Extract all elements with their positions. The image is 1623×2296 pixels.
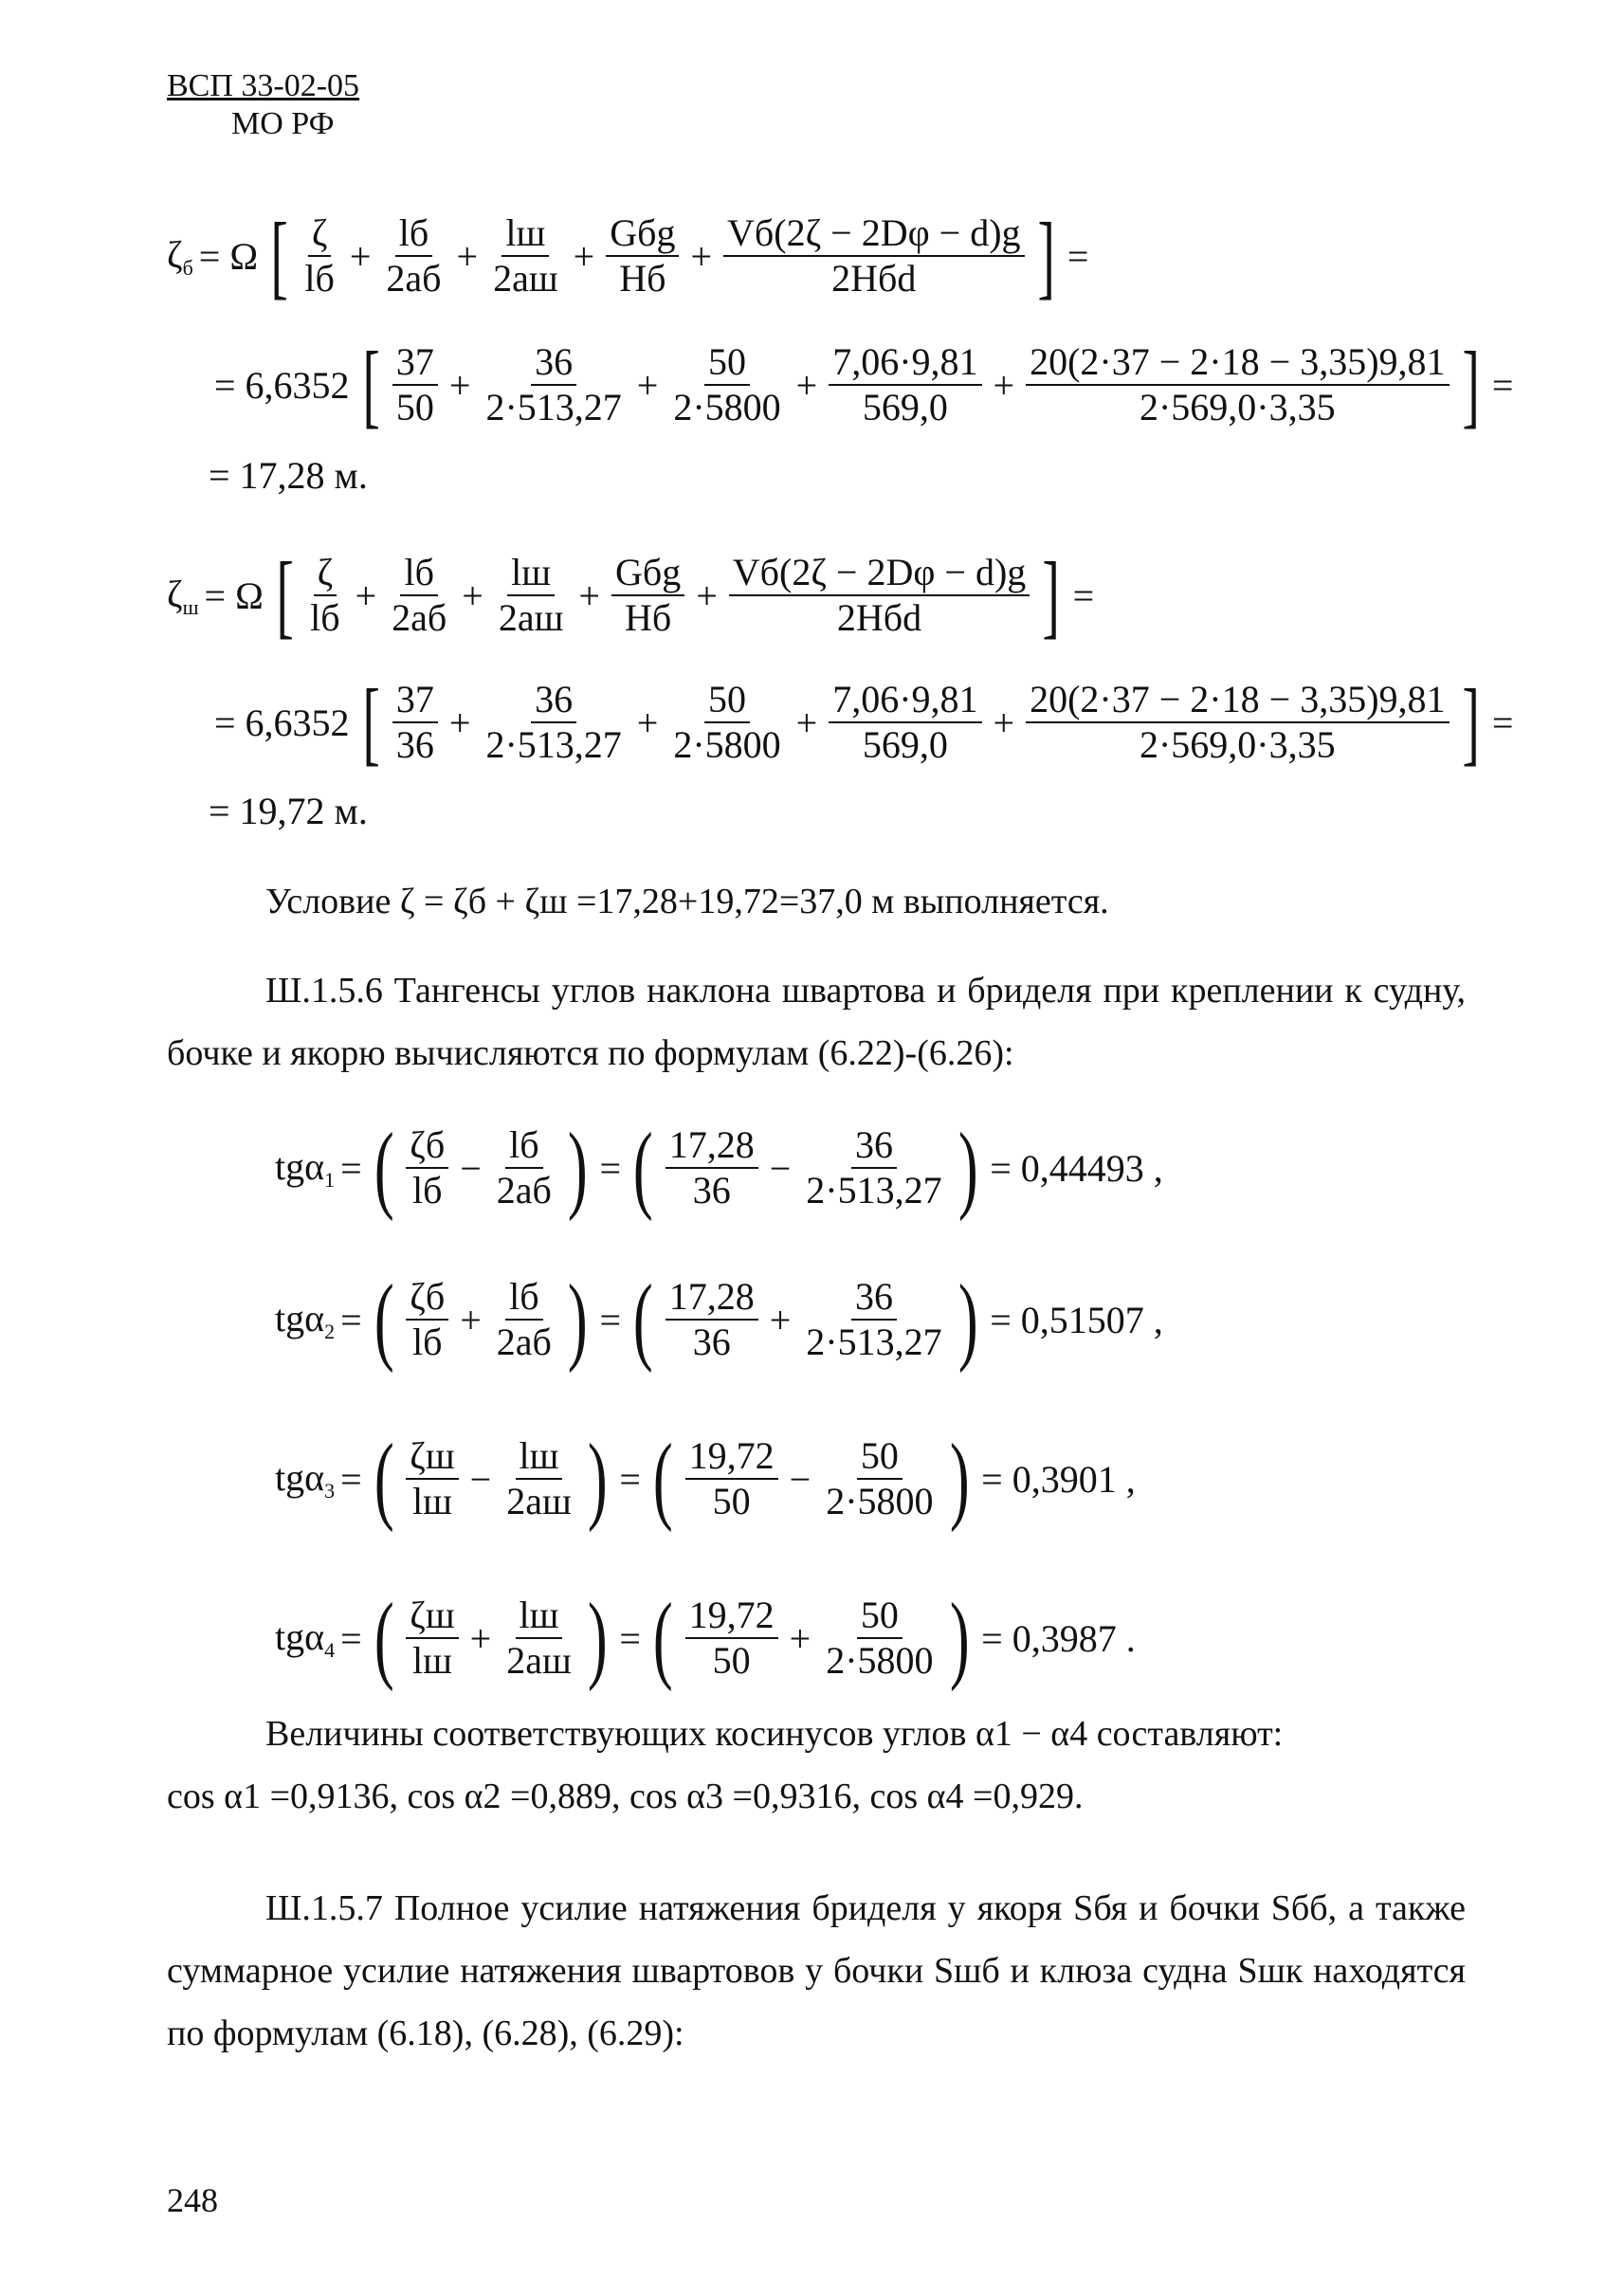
cosines-intro: Величины соответствующих косинусов углов α1 − α4 составляют: (265, 1714, 1284, 1754)
paren-right: ) (567, 1265, 588, 1374)
fraction: $\frac{lб}{2aб}$ (392, 551, 447, 639)
fraction: $\frac{37}{50}$ (392, 340, 438, 429)
bracket-left: [ (276, 542, 294, 647)
fraction: $\frac{lб}{2aб}$ (386, 211, 442, 300)
paren-right: ) (587, 1424, 608, 1533)
fraction: $\frac{50}{2\cdot 5800}$ (673, 340, 781, 428)
fraction: $\frac{36}{2\cdot 513,27}$ (485, 340, 622, 428)
bracket-right: ] (1462, 332, 1480, 437)
organization-label: МО РФ (231, 106, 335, 141)
zeta-b-formula: $\zeta_б$ = Ω [ $\frac{\zeta}{lб}$ + $\frac{lб}{2aб}$ + $\frac{lш}{2aш}$ + $\frac{\text{Gбg}}{Hб}$ + $\frac{Vб(2\zeta - 2D\varphi - d)g}{\text{2Hбd}}$ ] = (167, 203, 1089, 308)
fraction: $\frac{lш}{2aш}$ (506, 1434, 572, 1522)
fraction: $\frac{7,06\cdot 9,81}{569,0}$ (829, 678, 981, 767)
fraction: $\frac{\zeta}{lб}$ (310, 551, 340, 639)
tangent-lhs: tgα$_4$ (275, 1614, 336, 1662)
paren-right: ) (567, 1113, 588, 1222)
paren-left: ( (633, 1113, 653, 1222)
zeta-b-coef: = Ω (198, 234, 259, 278)
fraction: $\frac{19,72}{50}$ (685, 1594, 778, 1683)
page-number: 248 (167, 2181, 218, 2219)
fraction: $\frac{50}{2\cdot 5800}$ (673, 678, 781, 766)
zeta-sh-formula: $\zeta_ш$ = Ω [ $\frac{\zeta}{lб}$ + $\frac{lб}{2aб}$ + $\frac{lш}{2aш}$ + $\frac{\text{Gбg}}{Hб}$ + $\frac{Vб(2\zeta - 2D\varphi - d)g}{\text{2Hбd}}$ ] = (167, 542, 1095, 647)
paren-right: ) (957, 1265, 978, 1374)
document-code: ВСП 33-02-05 (167, 68, 360, 103)
bracket-left: [ (270, 203, 288, 308)
tangent-result: = 0,44493 , (990, 1146, 1163, 1190)
tangent-row: tgα$_3$ = ( $\frac{\zeta ш}{lш}$ − $\frac{lш}{2aш}$ ) = ( $\frac{19,72}{50}$ − $\frac{50}{2\cdot 5800}$ ) = 0,3901 , (275, 1424, 1136, 1533)
tangent-result: = 0,3987 . (981, 1616, 1136, 1660)
paren-left: ( (374, 1583, 394, 1692)
fraction: $\frac{20(2\cdot 37 - 2\cdot 18 - 3,35)9,81}{2\cdot 569,0\cdot 3,35}$ (1026, 678, 1449, 767)
fraction: $\frac{36}{2\cdot 513,27}$ (485, 678, 622, 766)
fraction: $\frac{lш}{2aш}$ (506, 1594, 572, 1682)
fraction: $\frac{\zeta ш}{lш}$ (406, 1594, 458, 1683)
fraction: $\frac{lб}{2aб}$ (496, 1123, 552, 1212)
fraction: $\frac{19,72}{50}$ (685, 1434, 778, 1523)
paren-right: ) (587, 1583, 608, 1692)
zeta-b-numeric: = 6,6352 [ $\frac{37}{50}$ + $\frac{36}{2\cdot 513,27}$ + $\frac{50}{2\cdot 5800}$ + $\frac{7,06\cdot 9,81}{569,0}$ + $\frac{20(2\cdot 37 - 2\cdot 18 - 3,35)9,81}{2\cdot 569,0\cdot 3,35}$ ] = (214, 332, 1514, 437)
zeta-b-result: = 17,28 м. (209, 454, 368, 497)
tangent-row: tgα$_2$ = ( $\frac{\zeta б}{lб}$ + $\frac{lб}{2aб}$ ) = ( $\frac{17,28}{36}$ + $\frac{36}{2\cdot 513,27}$ ) = 0,51507 , (275, 1265, 1163, 1374)
fraction: $\frac{7,06\cdot 9,81}{569,0}$ (829, 340, 981, 429)
fraction: $\frac{50}{2\cdot 5800}$ (826, 1434, 934, 1522)
bracket-left: [ (362, 669, 380, 774)
paren-right: ) (949, 1424, 970, 1533)
zeta-b-lhs: $\zeta_б$ (167, 232, 193, 280)
zeta-sh-numeric: = 6,6352 [ $\frac{37}{36}$ + $\frac{36}{2\cdot 513,27}$ + $\frac{50}{2\cdot 5800}$ + $\frac{7,06\cdot 9,81}{569,0}$ + $\frac{20(2\cdot 37 - 2\cdot 18 - 3,35)9,81}{2\cdot 569,0\cdot 3,35}$ ] = (214, 669, 1514, 774)
paren-left: ( (652, 1424, 673, 1533)
tangent-lhs: tgα$_1$ (275, 1144, 336, 1192)
tangent-result: = 0,3901 , (981, 1457, 1136, 1501)
bracket-right: ] (1462, 669, 1480, 774)
tangent-lhs: tgα$_2$ (275, 1296, 336, 1343)
fraction: $\frac{\zeta}{lб}$ (304, 211, 335, 300)
fraction: $\frac{\zeta б}{lб}$ (406, 1275, 448, 1364)
fraction: $\frac{17,28}{36}$ (666, 1275, 758, 1364)
paren-left: ( (633, 1265, 653, 1374)
tangent-row: tgα$_1$ = ( $\frac{\zeta б}{lб}$ − $\frac{lб}{2aб}$ ) = ( $\frac{17,28}{36}$ − $\frac{36}{2\cdot 513,27}$ ) = 0,44493 , (275, 1113, 1163, 1222)
condition-text: Условие ζ = ζб + ζш =17,28+19,72=37,0 м выполняется. (265, 882, 1109, 921)
paren-left: ( (652, 1583, 673, 1692)
tangent-result: = 0,51507 , (990, 1298, 1163, 1341)
fraction: $\frac{36}{2\cdot 513,27}$ (806, 1275, 942, 1363)
fraction: $\frac{17,28}{36}$ (666, 1123, 758, 1212)
fraction: $\frac{20(2\cdot 37 - 2\cdot 18 - 3,35)9,81}{2\cdot 569,0\cdot 3,35}$ (1026, 340, 1449, 429)
zeta-sh-lhs: $\zeta_ш$ (167, 572, 199, 619)
tangent-row: tgα$_4$ = ( $\frac{\zeta ш}{lш}$ + $\frac{lш}{2aш}$ ) = ( $\frac{19,72}{50}$ + $\frac{50}{2\cdot 5800}$ ) = 0,3987 . (275, 1583, 1136, 1692)
fraction: $\frac{\zeta б}{lб}$ (406, 1123, 448, 1212)
fraction: $\frac{50}{2\cdot 5800}$ (826, 1594, 934, 1682)
zeta-sh-coef: = Ω (204, 574, 264, 617)
fraction: $\frac{Vб(2\zeta - 2D\varphi - d)g}{\text{2Hбd}}$ (729, 551, 1030, 640)
zeta-sh-numeric-coef: = 6,6352 (214, 701, 350, 744)
tangent-lhs: tgα$_3$ (275, 1455, 336, 1503)
fraction: $\frac{lш}{2aш}$ (498, 551, 564, 639)
fraction: $\frac{Vб(2\zeta - 2D\varphi - d)g}{\text{2Hбd}}$ (723, 211, 1025, 301)
bracket-right: ] (1037, 203, 1055, 308)
fraction: $\frac{lб}{2aб}$ (496, 1275, 552, 1363)
fraction: $\frac{\text{Gбg}}{Hб}$ (611, 551, 684, 640)
paren-right: ) (957, 1113, 978, 1222)
fraction: $\frac{36}{2\cdot 513,27}$ (806, 1123, 942, 1212)
fraction: $\frac{37}{36}$ (392, 678, 438, 767)
paren-left: ( (374, 1265, 394, 1374)
paren-left: ( (374, 1113, 394, 1222)
cosines-values: cos α1 =0,9136, cos α2 =0,889, cos α3 =0,9316, cos α4 =0,929. (167, 1777, 1084, 1816)
zeta-b-numeric-coef: = 6,6352 (214, 363, 350, 407)
paren-left: ( (374, 1424, 394, 1533)
fraction: $\frac{\text{Gбg}}{Hб}$ (606, 211, 679, 301)
bracket-right: ] (1042, 542, 1061, 647)
paren-right: ) (949, 1583, 970, 1692)
paragraph-1-5-7: Ш.1.5.7 Полное усилие натяжения бриделя у якоря Sбя и бочки Sбб, а также суммарное усилие натяжения швартовов у бочки Sшб и клюза судна Sшк находятся по формулам (6.18), (6.28), (6.29): (167, 1888, 1466, 2053)
fraction: $\frac{lш}{2aш}$ (493, 211, 558, 300)
bracket-left: [ (362, 332, 380, 437)
fraction: $\frac{\zeta ш}{lш}$ (406, 1434, 458, 1523)
zeta-sh-result: = 19,72 м. (209, 790, 368, 832)
paragraph-1-5-6: Ш.1.5.6 Тангенсы углов наклона швартова и бриделя при креплении к судну, бочке и якорю вычисляются по формулам (6.22)-(6.26): (167, 971, 1466, 1073)
